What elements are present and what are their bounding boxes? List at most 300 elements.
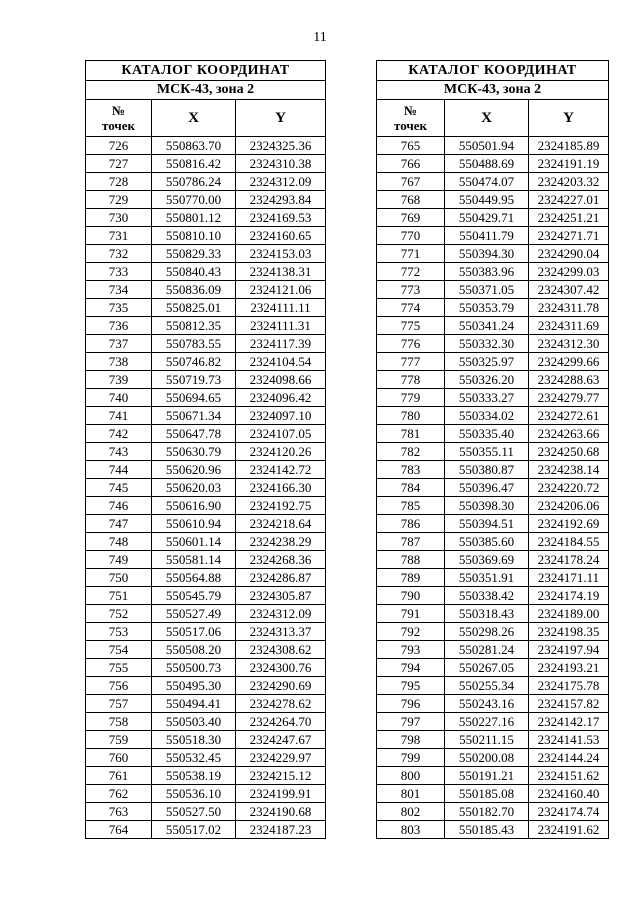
point-number-header-line2: точек [394, 118, 427, 133]
point-number-cell: 752 [86, 605, 152, 623]
table-row [377, 551, 609, 569]
x-coordinate-cell: 550191.21 [445, 767, 529, 785]
point-number-cell: 774 [377, 299, 445, 317]
table-row [86, 605, 326, 623]
y-coordinate-cell: 2324218.64 [236, 515, 326, 533]
x-coordinate-cell: 550488.69 [445, 155, 529, 173]
y-coordinate-cell: 2324288.63 [529, 371, 609, 389]
y-coordinate-cell: 2324142.17 [529, 713, 609, 731]
y-coordinate-cell: 2324117.39 [236, 335, 326, 353]
y-header: Y [529, 100, 609, 137]
y-coordinate-cell: 2324185.89 [529, 137, 609, 155]
x-coordinate-cell: 550863.70 [152, 137, 236, 155]
y-coordinate-cell: 2324187.23 [236, 821, 326, 839]
point-number-cell: 745 [86, 479, 152, 497]
table-row [86, 335, 326, 353]
x-coordinate-cell: 550527.49 [152, 605, 236, 623]
x-coordinate-cell: 550616.90 [152, 497, 236, 515]
table-row [377, 317, 609, 335]
point-number-cell: 749 [86, 551, 152, 569]
x-coordinate-cell: 550281.24 [445, 641, 529, 659]
coordinate-catalog-table-right [376, 60, 609, 839]
x-coordinate-cell: 550601.14 [152, 533, 236, 551]
y-coordinate-cell: 2324178.24 [529, 551, 609, 569]
y-coordinate-cell: 2324311.78 [529, 299, 609, 317]
table-row [86, 767, 326, 785]
x-coordinate-cell: 550243.16 [445, 695, 529, 713]
table-row [86, 587, 326, 605]
y-coordinate-cell: 2324174.74 [529, 803, 609, 821]
table-row [377, 623, 609, 641]
x-coordinate-cell: 550227.16 [445, 713, 529, 731]
x-coordinate-cell: 550383.96 [445, 263, 529, 281]
table-row [377, 713, 609, 731]
y-coordinate-cell: 2324220.72 [529, 479, 609, 497]
coordinate-catalog-table-left [85, 60, 326, 839]
table-row [86, 407, 326, 425]
y-coordinate-cell: 2324141.53 [529, 731, 609, 749]
table-row [377, 389, 609, 407]
x-coordinate-cell: 550719.73 [152, 371, 236, 389]
point-number-cell: 778 [377, 371, 445, 389]
x-coordinate-cell: 550298.26 [445, 623, 529, 641]
point-number-cell: 798 [377, 731, 445, 749]
x-coordinate-cell: 550581.14 [152, 551, 236, 569]
table-row [377, 731, 609, 749]
point-number-header [86, 100, 152, 137]
table-row [377, 785, 609, 803]
x-coordinate-cell: 550825.01 [152, 299, 236, 317]
x-coordinate-cell: 550267.05 [445, 659, 529, 677]
x-coordinate-cell: 550564.88 [152, 569, 236, 587]
point-number-cell: 753 [86, 623, 152, 641]
table-row [377, 191, 609, 209]
x-coordinate-cell: 550812.35 [152, 317, 236, 335]
point-number-cell: 783 [377, 461, 445, 479]
y-coordinate-cell: 2324290.69 [236, 677, 326, 695]
point-number-cell: 739 [86, 371, 152, 389]
x-coordinate-cell: 550783.55 [152, 335, 236, 353]
point-number-cell: 793 [377, 641, 445, 659]
y-coordinate-cell: 2324313.37 [236, 623, 326, 641]
point-number-cell: 782 [377, 443, 445, 461]
point-number-cell: 737 [86, 335, 152, 353]
y-coordinate-cell: 2324107.05 [236, 425, 326, 443]
y-coordinate-cell: 2324251.21 [529, 209, 609, 227]
x-coordinate-cell: 550620.96 [152, 461, 236, 479]
y-coordinate-cell: 2324215.12 [236, 767, 326, 785]
table-row [86, 353, 326, 371]
table-row [377, 605, 609, 623]
y-coordinate-cell: 2324325.36 [236, 137, 326, 155]
x-coordinate-cell: 550500.73 [152, 659, 236, 677]
table-row [377, 227, 609, 245]
point-number-cell: 744 [86, 461, 152, 479]
table-row [86, 461, 326, 479]
x-coordinate-cell: 550380.87 [445, 461, 529, 479]
point-number-cell: 794 [377, 659, 445, 677]
table-row [377, 677, 609, 695]
y-coordinate-cell: 2324305.87 [236, 587, 326, 605]
y-coordinate-cell: 2324191.19 [529, 155, 609, 173]
point-number-cell: 773 [377, 281, 445, 299]
point-number-cell: 743 [86, 443, 152, 461]
point-number-cell: 731 [86, 227, 152, 245]
point-number-cell: 761 [86, 767, 152, 785]
x-coordinate-cell: 550503.40 [152, 713, 236, 731]
catalog-subtitle: МСК-43, зона 2 [377, 81, 609, 100]
table-row [377, 533, 609, 551]
x-coordinate-cell: 550694.65 [152, 389, 236, 407]
y-coordinate-cell: 2324142.72 [236, 461, 326, 479]
table-row [86, 263, 326, 281]
y-coordinate-cell: 2324157.82 [529, 695, 609, 713]
y-coordinate-cell: 2324097.10 [236, 407, 326, 425]
x-coordinate-cell: 550185.08 [445, 785, 529, 803]
table-row [86, 371, 326, 389]
x-coordinate-cell: 550341.24 [445, 317, 529, 335]
point-number-cell: 775 [377, 317, 445, 335]
y-coordinate-cell: 2324104.54 [236, 353, 326, 371]
point-number-cell: 765 [377, 137, 445, 155]
table-row [377, 425, 609, 443]
x-coordinate-cell: 550255.34 [445, 677, 529, 695]
table-row [86, 281, 326, 299]
x-coordinate-cell: 550786.24 [152, 173, 236, 191]
point-number-cell: 768 [377, 191, 445, 209]
x-coordinate-cell: 550182.70 [445, 803, 529, 821]
x-coordinate-cell: 550816.42 [152, 155, 236, 173]
table-row [86, 155, 326, 173]
point-number-cell: 733 [86, 263, 152, 281]
x-coordinate-cell: 550501.94 [445, 137, 529, 155]
y-coordinate-cell: 2324250.68 [529, 443, 609, 461]
point-number-cell: 760 [86, 749, 152, 767]
point-number-cell: 803 [377, 821, 445, 839]
point-number-cell: 784 [377, 479, 445, 497]
table-row [86, 569, 326, 587]
point-number-cell: 734 [86, 281, 152, 299]
x-coordinate-cell: 550532.45 [152, 749, 236, 767]
y-coordinate-cell: 2324312.30 [529, 335, 609, 353]
table-row [86, 551, 326, 569]
table-row [377, 659, 609, 677]
x-coordinate-cell: 550334.02 [445, 407, 529, 425]
point-number-cell: 770 [377, 227, 445, 245]
y-coordinate-cell: 2324299.66 [529, 353, 609, 371]
table-row [377, 803, 609, 821]
x-coordinate-cell: 550449.95 [445, 191, 529, 209]
point-number-cell: 792 [377, 623, 445, 641]
y-coordinate-cell: 2324191.62 [529, 821, 609, 839]
table-row [86, 137, 326, 155]
point-number-cell: 777 [377, 353, 445, 371]
table-row [86, 821, 326, 839]
table-row [377, 749, 609, 767]
table-row [377, 371, 609, 389]
table-row [377, 569, 609, 587]
point-number-cell: 748 [86, 533, 152, 551]
y-coordinate-cell: 2324189.00 [529, 605, 609, 623]
table-row [377, 137, 609, 155]
point-number-cell: 742 [86, 425, 152, 443]
x-coordinate-cell: 550474.07 [445, 173, 529, 191]
table-row [377, 263, 609, 281]
table-row [86, 785, 326, 803]
point-number-cell: 736 [86, 317, 152, 335]
x-coordinate-cell: 550538.19 [152, 767, 236, 785]
point-number-cell: 732 [86, 245, 152, 263]
table-row [86, 677, 326, 695]
y-coordinate-cell: 2324227.01 [529, 191, 609, 209]
table-row [377, 479, 609, 497]
table-row [377, 515, 609, 533]
point-number-cell: 766 [377, 155, 445, 173]
table-row [377, 641, 609, 659]
y-coordinate-cell: 2324229.97 [236, 749, 326, 767]
table-row [86, 641, 326, 659]
table-row [377, 767, 609, 785]
table-row [377, 587, 609, 605]
point-number-cell: 762 [86, 785, 152, 803]
x-coordinate-cell: 550545.79 [152, 587, 236, 605]
y-coordinate-cell: 2324197.94 [529, 641, 609, 659]
table-row [377, 407, 609, 425]
y-coordinate-cell: 2324290.04 [529, 245, 609, 263]
x-coordinate-cell: 550840.43 [152, 263, 236, 281]
x-coordinate-cell: 550338.42 [445, 587, 529, 605]
point-number-cell: 740 [86, 389, 152, 407]
table-row [377, 245, 609, 263]
point-number-cell: 772 [377, 263, 445, 281]
point-number-cell: 758 [86, 713, 152, 731]
x-coordinate-cell: 550200.08 [445, 749, 529, 767]
point-number-cell: 754 [86, 641, 152, 659]
y-coordinate-cell: 2324238.14 [529, 461, 609, 479]
point-number-cell: 755 [86, 659, 152, 677]
y-coordinate-cell: 2324153.03 [236, 245, 326, 263]
x-coordinate-cell: 550527.50 [152, 803, 236, 821]
y-coordinate-cell: 2324293.84 [236, 191, 326, 209]
point-number-cell: 776 [377, 335, 445, 353]
y-coordinate-cell: 2324312.09 [236, 605, 326, 623]
table-row [86, 389, 326, 407]
point-number-header [377, 100, 445, 137]
table-row [86, 227, 326, 245]
y-coordinate-cell: 2324264.70 [236, 713, 326, 731]
y-coordinate-cell: 2324310.38 [236, 155, 326, 173]
x-coordinate-cell: 550318.43 [445, 605, 529, 623]
y-coordinate-cell: 2324192.69 [529, 515, 609, 533]
table-row [86, 623, 326, 641]
x-coordinate-cell: 550671.34 [152, 407, 236, 425]
point-number-cell: 795 [377, 677, 445, 695]
point-number-header-line1: № [403, 103, 418, 118]
point-number-cell: 771 [377, 245, 445, 263]
x-coordinate-cell: 550801.12 [152, 209, 236, 227]
x-coordinate-cell: 550185.43 [445, 821, 529, 839]
point-number-cell: 759 [86, 731, 152, 749]
table-row [377, 299, 609, 317]
x-coordinate-cell: 550746.82 [152, 353, 236, 371]
table-row [86, 173, 326, 191]
y-coordinate-cell: 2324169.53 [236, 209, 326, 227]
x-coordinate-cell: 550411.79 [445, 227, 529, 245]
page-number: 11 [313, 30, 327, 45]
y-coordinate-cell: 2324144.24 [529, 749, 609, 767]
catalog-subtitle: МСК-43, зона 2 [86, 81, 326, 100]
table-row [377, 335, 609, 353]
x-coordinate-cell: 550326.20 [445, 371, 529, 389]
x-coordinate-cell: 550333.27 [445, 389, 529, 407]
y-coordinate-cell: 2324199.91 [236, 785, 326, 803]
point-number-cell: 750 [86, 569, 152, 587]
y-coordinate-cell: 2324198.35 [529, 623, 609, 641]
y-coordinate-cell: 2324307.42 [529, 281, 609, 299]
catalog-title: КАТАЛОГ КООРДИНАТ [86, 61, 326, 81]
table-row [86, 479, 326, 497]
y-coordinate-cell: 2324192.75 [236, 497, 326, 515]
y-coordinate-cell: 2324206.06 [529, 497, 609, 515]
x-coordinate-cell: 550517.02 [152, 821, 236, 839]
catalog-rows-left [86, 137, 326, 839]
x-coordinate-cell: 550494.41 [152, 695, 236, 713]
point-number-cell: 747 [86, 515, 152, 533]
point-number-cell: 767 [377, 173, 445, 191]
table-row [377, 497, 609, 515]
point-number-cell: 751 [86, 587, 152, 605]
y-coordinate-cell: 2324312.09 [236, 173, 326, 191]
y-coordinate-cell: 2324121.06 [236, 281, 326, 299]
table-row [86, 245, 326, 263]
table-row [86, 749, 326, 767]
x-coordinate-cell: 550518.30 [152, 731, 236, 749]
point-number-cell: 763 [86, 803, 152, 821]
table-row [377, 353, 609, 371]
y-coordinate-cell: 2324166.30 [236, 479, 326, 497]
y-coordinate-cell: 2324268.36 [236, 551, 326, 569]
table-row [86, 317, 326, 335]
x-coordinate-cell: 550385.60 [445, 533, 529, 551]
y-coordinate-cell: 2324160.40 [529, 785, 609, 803]
x-coordinate-cell: 550396.47 [445, 479, 529, 497]
point-number-cell: 791 [377, 605, 445, 623]
x-coordinate-cell: 550211.15 [445, 731, 529, 749]
point-number-cell: 729 [86, 191, 152, 209]
point-number-cell: 726 [86, 137, 152, 155]
point-number-cell: 727 [86, 155, 152, 173]
point-number-cell: 756 [86, 677, 152, 695]
x-coordinate-cell: 550836.09 [152, 281, 236, 299]
point-number-cell: 764 [86, 821, 152, 839]
table-row [86, 497, 326, 515]
table-row [86, 713, 326, 731]
y-coordinate-cell: 2324203.32 [529, 173, 609, 191]
table-row [377, 155, 609, 173]
point-number-header-line2: точек [102, 118, 135, 133]
table-row [377, 821, 609, 839]
x-coordinate-cell: 550770.00 [152, 191, 236, 209]
point-number-cell: 788 [377, 551, 445, 569]
x-header: X [152, 100, 236, 137]
point-number-cell: 797 [377, 713, 445, 731]
table-row [377, 173, 609, 191]
point-number-cell: 780 [377, 407, 445, 425]
y-coordinate-cell: 2324278.62 [236, 695, 326, 713]
y-coordinate-cell: 2324138.31 [236, 263, 326, 281]
y-coordinate-cell: 2324171.11 [529, 569, 609, 587]
x-coordinate-cell: 550495.30 [152, 677, 236, 695]
catalog-rows-right [377, 137, 609, 839]
point-number-cell: 802 [377, 803, 445, 821]
point-number-cell: 787 [377, 533, 445, 551]
point-number-cell: 786 [377, 515, 445, 533]
table-row [86, 659, 326, 677]
y-coordinate-cell: 2324311.69 [529, 317, 609, 335]
x-coordinate-cell: 550810.10 [152, 227, 236, 245]
x-coordinate-cell: 550429.71 [445, 209, 529, 227]
y-coordinate-cell: 2324174.19 [529, 587, 609, 605]
table-row [377, 209, 609, 227]
point-number-cell: 801 [377, 785, 445, 803]
x-coordinate-cell: 550355.11 [445, 443, 529, 461]
table-row [377, 281, 609, 299]
x-coordinate-cell: 550332.30 [445, 335, 529, 353]
x-coordinate-cell: 550353.79 [445, 299, 529, 317]
x-coordinate-cell: 550351.91 [445, 569, 529, 587]
x-coordinate-cell: 550394.30 [445, 245, 529, 263]
point-number-cell: 730 [86, 209, 152, 227]
point-number-cell: 779 [377, 389, 445, 407]
x-coordinate-cell: 550325.97 [445, 353, 529, 371]
point-number-cell: 789 [377, 569, 445, 587]
table-row [86, 803, 326, 821]
point-number-cell: 738 [86, 353, 152, 371]
x-header: X [445, 100, 529, 137]
table-row [86, 209, 326, 227]
y-coordinate-cell: 2324300.76 [236, 659, 326, 677]
point-number-cell: 799 [377, 749, 445, 767]
table-row [86, 515, 326, 533]
table-row [86, 731, 326, 749]
y-header: Y [236, 100, 326, 137]
y-coordinate-cell: 2324160.65 [236, 227, 326, 245]
table-row [86, 443, 326, 461]
x-coordinate-cell: 550394.51 [445, 515, 529, 533]
x-coordinate-cell: 550371.05 [445, 281, 529, 299]
table-row [86, 299, 326, 317]
y-coordinate-cell: 2324111.31 [236, 317, 326, 335]
x-coordinate-cell: 550630.79 [152, 443, 236, 461]
point-number-cell: 757 [86, 695, 152, 713]
y-coordinate-cell: 2324263.66 [529, 425, 609, 443]
table-row [86, 695, 326, 713]
point-number-cell: 800 [377, 767, 445, 785]
y-coordinate-cell: 2324247.67 [236, 731, 326, 749]
point-number-cell: 728 [86, 173, 152, 191]
table-row [86, 191, 326, 209]
x-coordinate-cell: 550620.03 [152, 479, 236, 497]
point-number-cell: 769 [377, 209, 445, 227]
x-coordinate-cell: 550647.78 [152, 425, 236, 443]
y-coordinate-cell: 2324286.87 [236, 569, 326, 587]
point-number-cell: 746 [86, 497, 152, 515]
x-coordinate-cell: 550517.06 [152, 623, 236, 641]
y-coordinate-cell: 2324279.77 [529, 389, 609, 407]
y-coordinate-cell: 2324111.11 [236, 299, 326, 317]
y-coordinate-cell: 2324193.21 [529, 659, 609, 677]
y-coordinate-cell: 2324190.68 [236, 803, 326, 821]
